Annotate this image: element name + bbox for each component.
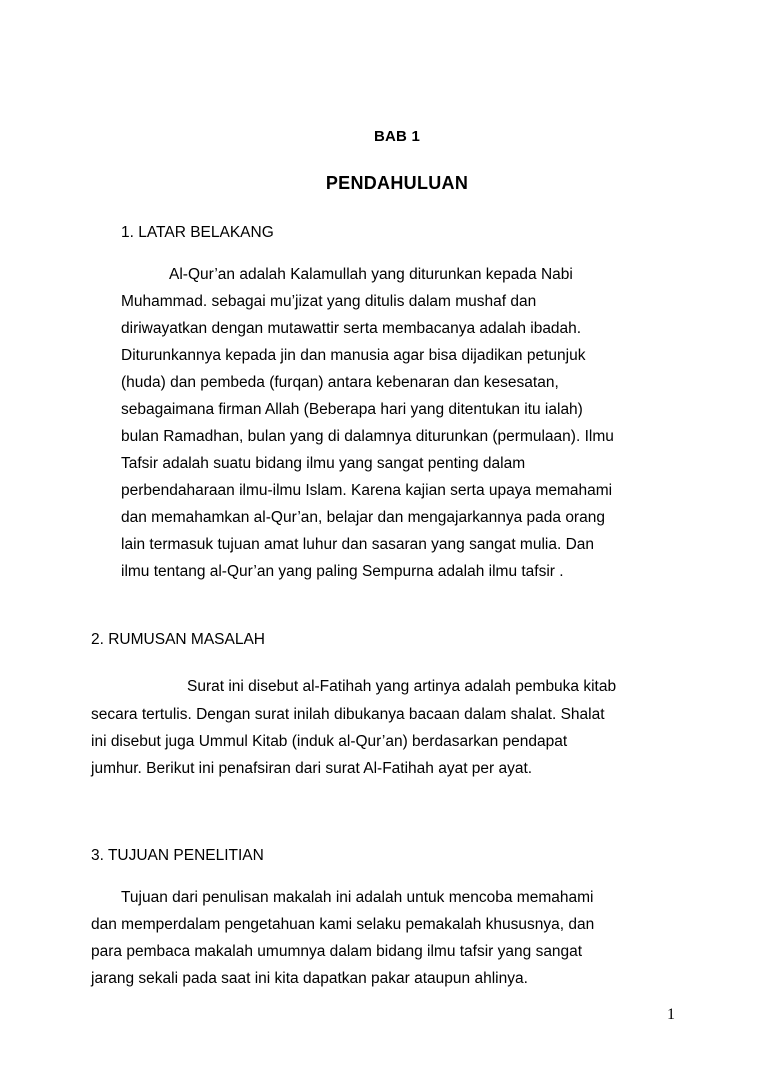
paragraph-line: Muhammad. sebagai mu’jizat yang ditulis dalam mushaf dan <box>121 293 537 310</box>
paragraph-line: dan memahamkan al-Qur’an, belajar dan mengajarkannya pada orang <box>121 509 605 526</box>
paragraph-line: Tujuan dari penulisan makalah ini adalah untuk mencoba memahami <box>121 889 594 906</box>
chapter-label: BAB 1 <box>373 128 420 145</box>
paragraph-line: secara tertulis. Dengan surat inilah dibukanya bacaan dalam shalat. Shalat <box>91 706 605 723</box>
paragraph-line: ini disebut juga Ummul Kitab (induk al-Qur’an) berdasarkan pendapat <box>91 733 568 750</box>
paragraph-line: jumhur. Berikut ini penafsiran dari surat Al-Fatihah ayat per ayat. <box>91 760 533 777</box>
paragraph-line: Surat ini disebut al-Fatihah yang artinya adalah pembuka kitab <box>187 678 617 695</box>
paragraph-line: ilmu tentang al-Qur’an yang paling Sempurna adalah ilmu tafsir . <box>121 563 564 580</box>
paragraph-line: lain termasuk tujuan amat luhur dan sasaran yang sangat mulia. Dan <box>121 536 595 553</box>
paragraph-line: sebagaimana firman Allah (Beberapa hari yang ditentukan itu ialah) <box>121 401 583 418</box>
paragraph-line: bulan Ramadhan, bulan yang di dalamnya diturunkan (permulaan). Ilmu <box>121 428 614 445</box>
paragraph-line: diriwayatkan dengan mutawattir serta membacanya adalah ibadah. <box>121 320 582 337</box>
paragraph-line: perbendaharaan ilmu-ilmu Islam. Karena kajian serta upaya memahami <box>121 482 613 499</box>
paragraph-line: jarang sekali pada saat ini kita dapatkan pakar ataupun ahlinya. <box>91 970 528 987</box>
section-heading-latar-belakang: 1. LATAR BELAKANG <box>121 224 274 241</box>
paragraph-line: para pembaca makalah umumnya dalam bidang ilmu tafsir yang sangat <box>91 943 583 960</box>
chapter-title: PENDAHULUAN <box>325 173 469 193</box>
paragraph-line: Al-Qur’an adalah Kalamullah yang diturunkan kepada Nabi <box>169 266 573 283</box>
page-number: 1 <box>667 1006 675 1023</box>
paragraph-line: Tafsir adalah suatu bidang ilmu yang sangat penting dalam <box>121 455 526 472</box>
paragraph-line: Diturunkannya kepada jin dan manusia agar bisa dijadikan petunjuk <box>121 347 586 364</box>
paragraph-line: dan memperdalam pengetahuan kami selaku pemakalah khususnya, dan <box>91 916 595 933</box>
section-heading-tujuan-penelitian: 3. TUJUAN PENELITIAN <box>91 847 264 864</box>
paragraph-line: (huda) dan pembeda (furqan) antara kebenaran dan kesesatan, <box>121 374 559 391</box>
section-heading-rumusan-masalah: 2. RUMUSAN MASALAH <box>91 631 265 648</box>
